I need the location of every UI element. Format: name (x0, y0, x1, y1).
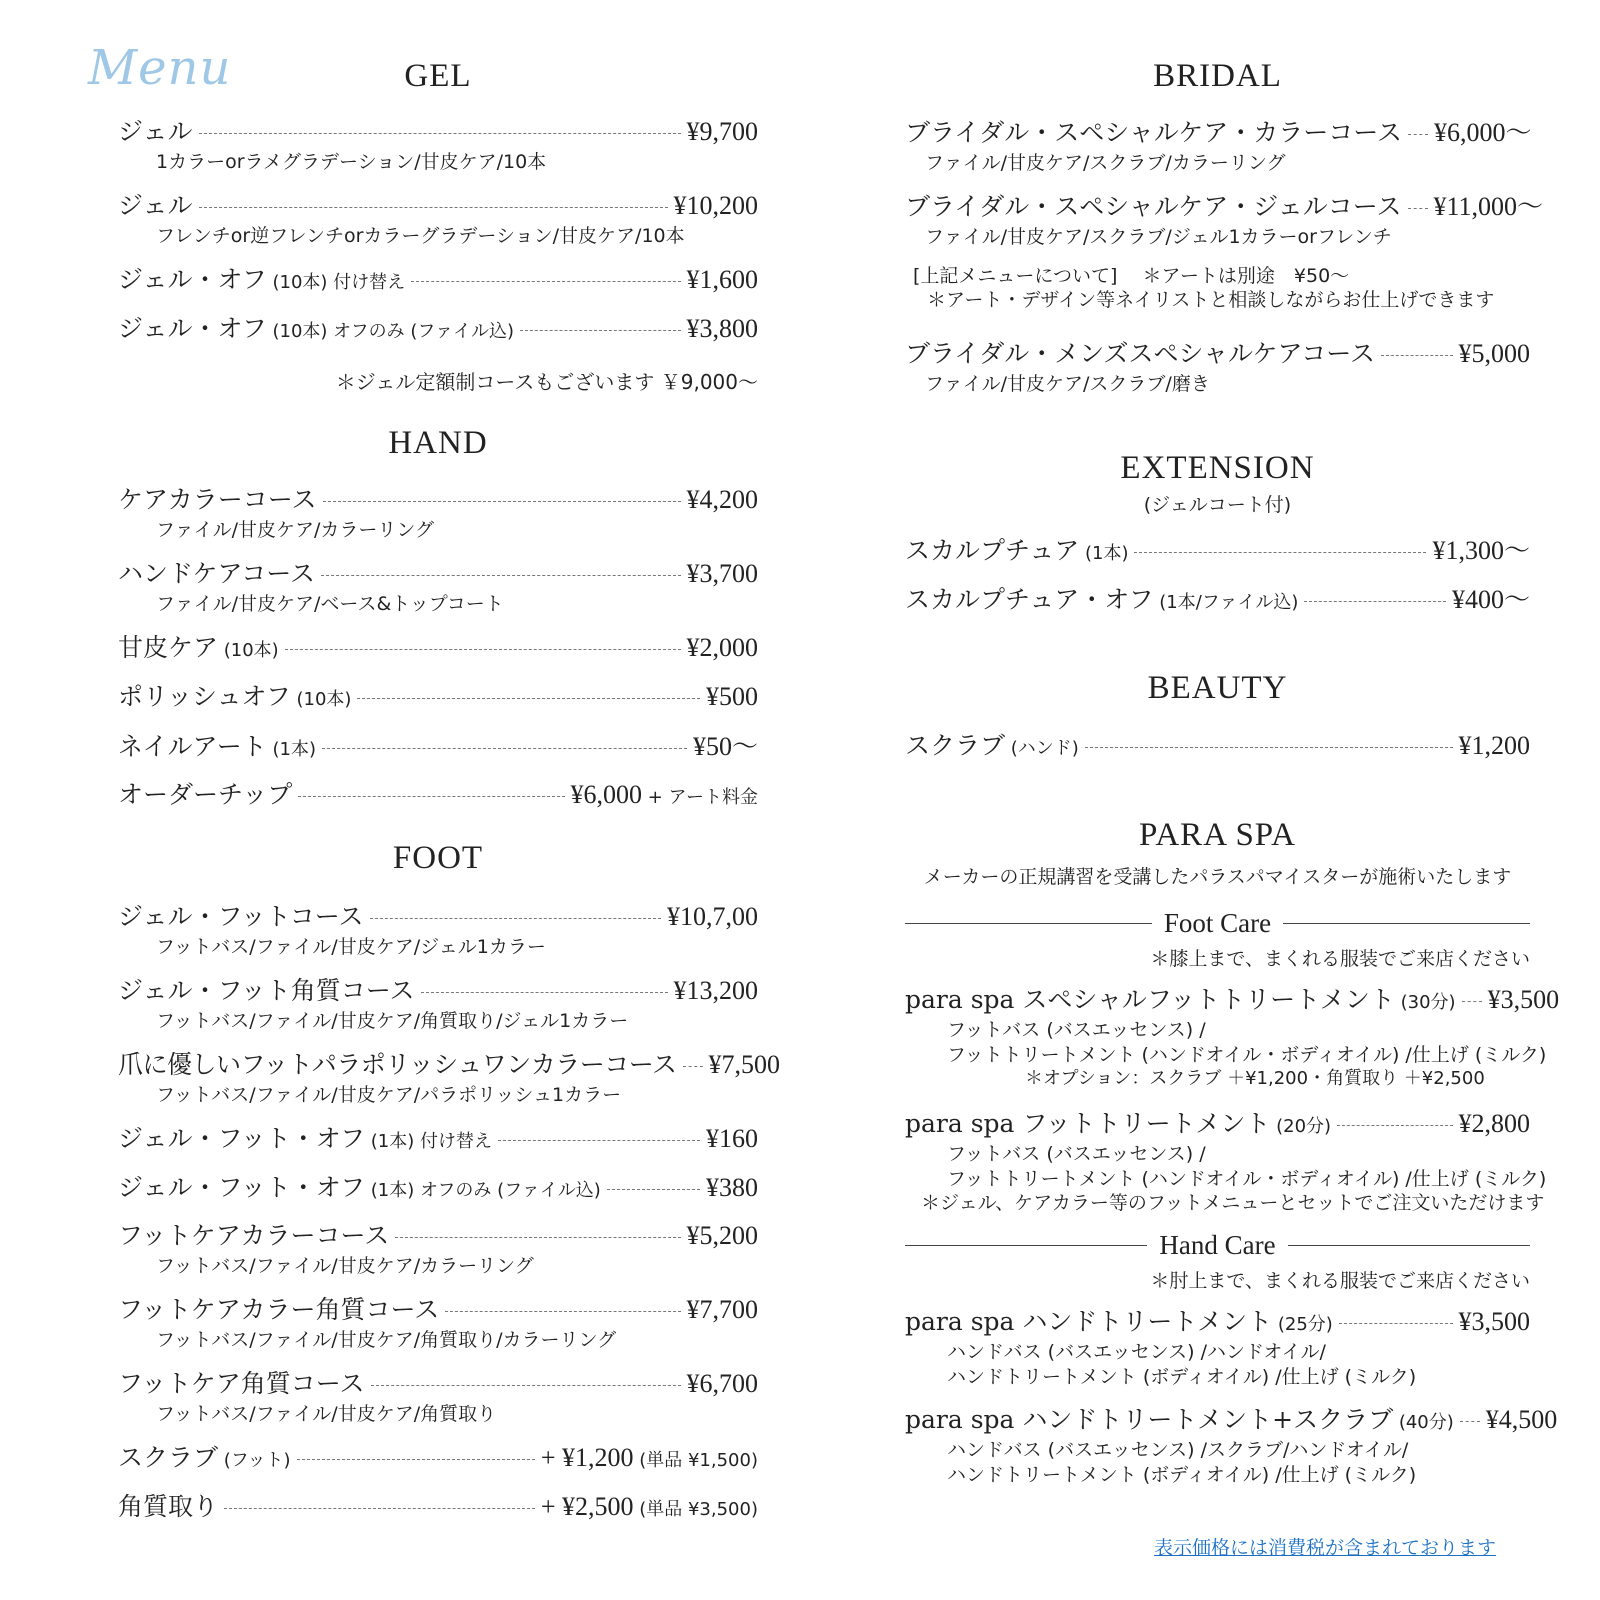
item-note: (1本) オフのみ (ファイル込) (365, 1180, 601, 1201)
item-price: ¥11,000〜 (1433, 192, 1544, 221)
item-description: ファイル/甘皮ケア/カラーリング (156, 519, 435, 541)
menu-item (118, 309, 758, 345)
menu-item (905, 1302, 1530, 1389)
leader-dots (321, 575, 680, 576)
item-price: ¥1,300〜 (1432, 536, 1530, 565)
leader-dots (1460, 1421, 1480, 1422)
item-description: フットバス/ファイル/甘皮ケア/角質取り/ジェル1カラー (156, 1010, 629, 1032)
item-description: ハンドトリートメント (ボディオイル) /仕上げ (ミルク) (947, 1463, 1417, 1486)
menu-item (118, 1045, 781, 1108)
item-name: 爪に優しいフットパラポリッシュワンカラーコース (118, 1050, 677, 1079)
leader-dots (1462, 1001, 1482, 1002)
bridal-note: ＊アート・デザイン等ネイリストと相談しながらお仕上げできます (927, 289, 1495, 311)
item-note: (1本/ファイル込) (1153, 592, 1299, 613)
item-note: (ハンド) (1005, 738, 1079, 759)
item-price: ¥1,200 (1458, 731, 1530, 760)
hand-care-note: ＊肘上まで、まくれる服装でご来店ください (1150, 1270, 1530, 1292)
item-name: ジェル・オフ (118, 314, 267, 343)
menu-item (118, 554, 758, 617)
item-name: ブライダル・メンズスペシャルケアコース (905, 339, 1376, 368)
item-price: + ¥2,500 (540, 1492, 634, 1521)
item-name: ジェル・フット・オフ (118, 1124, 366, 1153)
item-name: フットケアカラー角質コース (118, 1295, 440, 1324)
leader-dots (322, 748, 687, 749)
leader-dots (357, 698, 700, 699)
item-description: フットバス/ファイル/甘皮ケア/カラーリング (156, 1255, 534, 1277)
item-price: ¥4,200 (686, 485, 758, 514)
price-suffix: + アート料金 (642, 787, 758, 808)
bridal-heading: BRIDAL (1153, 58, 1282, 94)
item-name: フットケア角質コース (118, 1369, 365, 1398)
leader-dots (323, 501, 681, 502)
tax-note-link[interactable]: 表示価格には消費税が含まれております (1153, 1537, 1496, 1559)
menu-item (118, 186, 758, 249)
item-price: ¥1,600 (686, 265, 758, 294)
item-note: (25分) (1272, 1314, 1333, 1335)
item-description: フットバス/ファイル/甘皮ケア/角質取り (156, 1403, 497, 1425)
item-note: (1本) (266, 739, 316, 760)
item-description: フレンチor逆フレンチorカラーグラデーション/甘皮ケア/10本 (156, 225, 685, 247)
menu-item (118, 1168, 758, 1204)
item-price: ¥3,700 (686, 559, 758, 588)
item-description: ハンドバス (バスエッセンス) /ハンドオイル/ (947, 1341, 1326, 1363)
leader-dots (607, 1189, 700, 1190)
leader-dots (411, 281, 680, 282)
price-suffix: (単品 ¥3,500) (633, 1499, 758, 1520)
leader-dots (199, 133, 681, 134)
item-price: ¥7,500 (708, 1050, 781, 1079)
item-name: ポリッシュオフ (118, 682, 291, 711)
menu-item (118, 677, 758, 713)
gel-footnote: ＊ジェル定額制コースもございます ￥9,000〜 (335, 370, 758, 394)
item-description: 1カラーorラメグラデーション/甘皮ケア/10本 (156, 151, 547, 173)
item-name: para spa ハンドトリートメント+スクラブ (905, 1405, 1394, 1434)
leader-dots (1408, 134, 1428, 135)
leader-dots (1381, 355, 1452, 356)
item-description: フットバス (バスエッセンス) / (947, 1019, 1206, 1041)
item-price: ¥5,000 (1458, 339, 1530, 368)
item-price: ¥400〜 (1451, 585, 1530, 614)
leader-dots (1304, 601, 1446, 602)
menu-item (905, 530, 1530, 567)
item-price: ¥3,800 (686, 314, 758, 343)
item-price: ¥380 (706, 1173, 758, 1202)
item-name: スクラブ (905, 731, 1006, 760)
item-price: ¥5,200 (686, 1221, 758, 1250)
item-name: ケアカラーコース (118, 485, 317, 514)
item-name: ジェル・フットコース (118, 902, 364, 931)
price-suffix: (単品 ¥1,500) (633, 1450, 758, 1471)
menu-item (118, 1119, 758, 1155)
item-name: ジェル (118, 191, 193, 220)
item-name: ジェル・フット・オフ (118, 1173, 366, 1202)
item-name: 角質取り (118, 1492, 219, 1521)
leader-dots (1134, 552, 1426, 553)
item-name: スクラブ (118, 1443, 219, 1472)
item-price: ¥500 (706, 682, 758, 711)
item-price: ¥3,500 (1458, 1307, 1530, 1336)
item-note: (20分) (1270, 1116, 1332, 1137)
item-price: ¥4,500 (1485, 1405, 1558, 1434)
menu-item (118, 112, 758, 175)
item-name: フットケアカラーコース (118, 1221, 390, 1250)
item-name: para spa スペシャルフットトリートメント (905, 985, 1395, 1014)
leader-dots (371, 1385, 681, 1386)
menu-item (905, 186, 1544, 250)
leader-dots (370, 918, 661, 919)
hand-care-divider (905, 1230, 1530, 1261)
foot-care-divider (905, 908, 1530, 939)
menu-item (905, 579, 1530, 616)
item-description: フットトリートメント (ハンドオイル・ボディオイル) /仕上げ (ミルク) (947, 1043, 1547, 1066)
item-price: ¥9,700 (686, 117, 758, 146)
leader-dots (1408, 208, 1428, 209)
item-description: ファイル/甘皮ケア/スクラブ/カラーリング (925, 152, 1286, 174)
item-price: ¥2,800 (1458, 1109, 1530, 1138)
menu-item (118, 628, 758, 664)
item-option: ＊ジェル、ケアカラー等のフットメニューとセットでご注文いただけます (921, 1192, 1545, 1215)
item-name: スカルプチュア (905, 536, 1080, 565)
item-name: ジェル・オフ (118, 265, 267, 294)
item-price: ¥13,200 (673, 976, 758, 1005)
item-description: フットバス/ファイル/甘皮ケア/ジェル1カラー (156, 936, 546, 958)
item-price: ¥10,7,00 (667, 902, 758, 931)
item-name: ハンドケアコース (118, 559, 316, 588)
beauty-heading: BEAUTY (1147, 670, 1288, 706)
leader-dots (224, 1508, 535, 1509)
foot-heading: FOOT (392, 840, 484, 876)
item-note: (フット) (218, 1450, 291, 1471)
item-note: (10本) オフのみ (ファイル込) (266, 321, 515, 342)
item-price: ¥2,000 (686, 633, 758, 662)
item-price: ¥50〜 (692, 732, 758, 761)
menu-item (118, 1438, 758, 1474)
menu-item (905, 1104, 1547, 1216)
menu-logo: Menu (88, 40, 232, 96)
leader-dots (520, 330, 680, 331)
gel-heading: GEL (404, 58, 472, 94)
bridal-note: [上記メニューについて] ＊アートは別途 ¥50〜 (913, 265, 1350, 287)
item-note: (10本) (290, 689, 352, 710)
hand-heading: HAND (388, 425, 488, 461)
item-option: ＊オプション：スクラブ ＋¥1,200・角質取り ＋¥2,500 (1025, 1068, 1485, 1090)
item-note: (30分) (1394, 992, 1456, 1013)
menu-item (118, 1364, 758, 1427)
item-description: フットバス/ファイル/甘皮ケア/角質取り/カラーリング (156, 1329, 617, 1351)
menu-item (118, 480, 758, 543)
menu-item (905, 980, 1560, 1091)
item-price: ¥6,000〜 (1434, 118, 1532, 147)
item-name: ブライダル・スペシャルケア・ジェルコース (905, 192, 1402, 221)
extension-subheading: (ジェルコート付) (1143, 494, 1292, 516)
item-description: フットバス/ファイル/甘皮ケア/パラポリッシュ1カラー (156, 1084, 622, 1106)
item-name: para spa ハンドトリートメント (905, 1307, 1273, 1336)
item-description: フットトリートメント (ハンドオイル・ボディオイル) /仕上げ (ミルク) (947, 1167, 1547, 1190)
item-name: オーダーチップ (118, 780, 293, 809)
item-price: ¥6,700 (686, 1369, 758, 1398)
menu-item (118, 897, 758, 960)
item-name: スカルプチュア・オフ (905, 585, 1154, 614)
menu-item (905, 334, 1530, 397)
leader-dots (1337, 1125, 1452, 1126)
item-description: ファイル/甘皮ケア/ベース&トップコート (156, 593, 504, 615)
paraspa-heading: PARA SPA (1139, 817, 1296, 853)
item-description: フットバス (バスエッセンス) / (947, 1143, 1206, 1165)
leader-dots (1085, 747, 1453, 748)
item-note: (1本) (1079, 543, 1129, 564)
menu-item (118, 1216, 758, 1279)
leader-dots (298, 796, 564, 797)
menu-item (118, 726, 758, 763)
foot-care-label: Foot Care (1163, 908, 1272, 938)
item-price: ¥6,000 (570, 780, 642, 809)
leader-dots (445, 1311, 680, 1312)
leader-dots (421, 992, 668, 993)
leader-dots (199, 207, 668, 208)
item-description: ファイル/甘皮ケア/スクラブ/磨き (925, 373, 1210, 395)
leader-dots (297, 1459, 535, 1460)
item-name: para spa フットトリートメント (905, 1109, 1271, 1138)
leader-dots (498, 1140, 700, 1141)
item-note: (40分) (1393, 1412, 1454, 1433)
item-price: ¥7,700 (686, 1295, 758, 1324)
menu-item (118, 260, 758, 296)
item-name: 甘皮ケア (118, 633, 219, 662)
item-price: ¥10,200 (673, 191, 758, 220)
item-name: ジェル (118, 117, 193, 146)
item-note: (10本) 付け替え (266, 272, 406, 293)
menu-item (905, 1400, 1558, 1487)
paraspa-subheading: メーカーの正規講習を受講したパラスパマイスターが施術いたします (923, 866, 1512, 888)
leader-dots (395, 1237, 680, 1238)
leader-dots (285, 649, 681, 650)
menu-item (118, 971, 758, 1034)
item-name: ネイルアート (118, 732, 267, 761)
item-price: ¥160 (706, 1124, 758, 1153)
hand-care-label: Hand Care (1159, 1230, 1276, 1260)
menu-item (905, 112, 1530, 176)
item-description: ハンドバス (バスエッセンス) /スクラブ/ハンドオイル/ (947, 1439, 1409, 1461)
menu-item (118, 1290, 758, 1353)
item-description: ハンドトリートメント (ボディオイル) /仕上げ (ミルク) (947, 1365, 1417, 1388)
menu-item (118, 1487, 758, 1523)
item-price: + ¥1,200 (540, 1443, 634, 1472)
extension-heading: EXTENSION (1120, 450, 1315, 486)
item-note: (1本) 付け替え (365, 1131, 492, 1152)
menu-item (118, 775, 758, 811)
leader-dots (1339, 1323, 1453, 1324)
leader-dots (683, 1066, 703, 1067)
item-note: (10本) (218, 640, 279, 661)
item-price: ¥3,500 (1487, 985, 1560, 1014)
item-description: ファイル/甘皮ケア/スクラブ/ジェル1カラーorフレンチ (925, 226, 1392, 248)
foot-care-note: ＊膝上まで、まくれる服装でご来店ください (1150, 948, 1530, 970)
item-name: ブライダル・スペシャルケア・カラーコース (905, 118, 1403, 147)
item-name: ジェル・フット角質コース (118, 976, 415, 1005)
menu-item (905, 726, 1530, 762)
